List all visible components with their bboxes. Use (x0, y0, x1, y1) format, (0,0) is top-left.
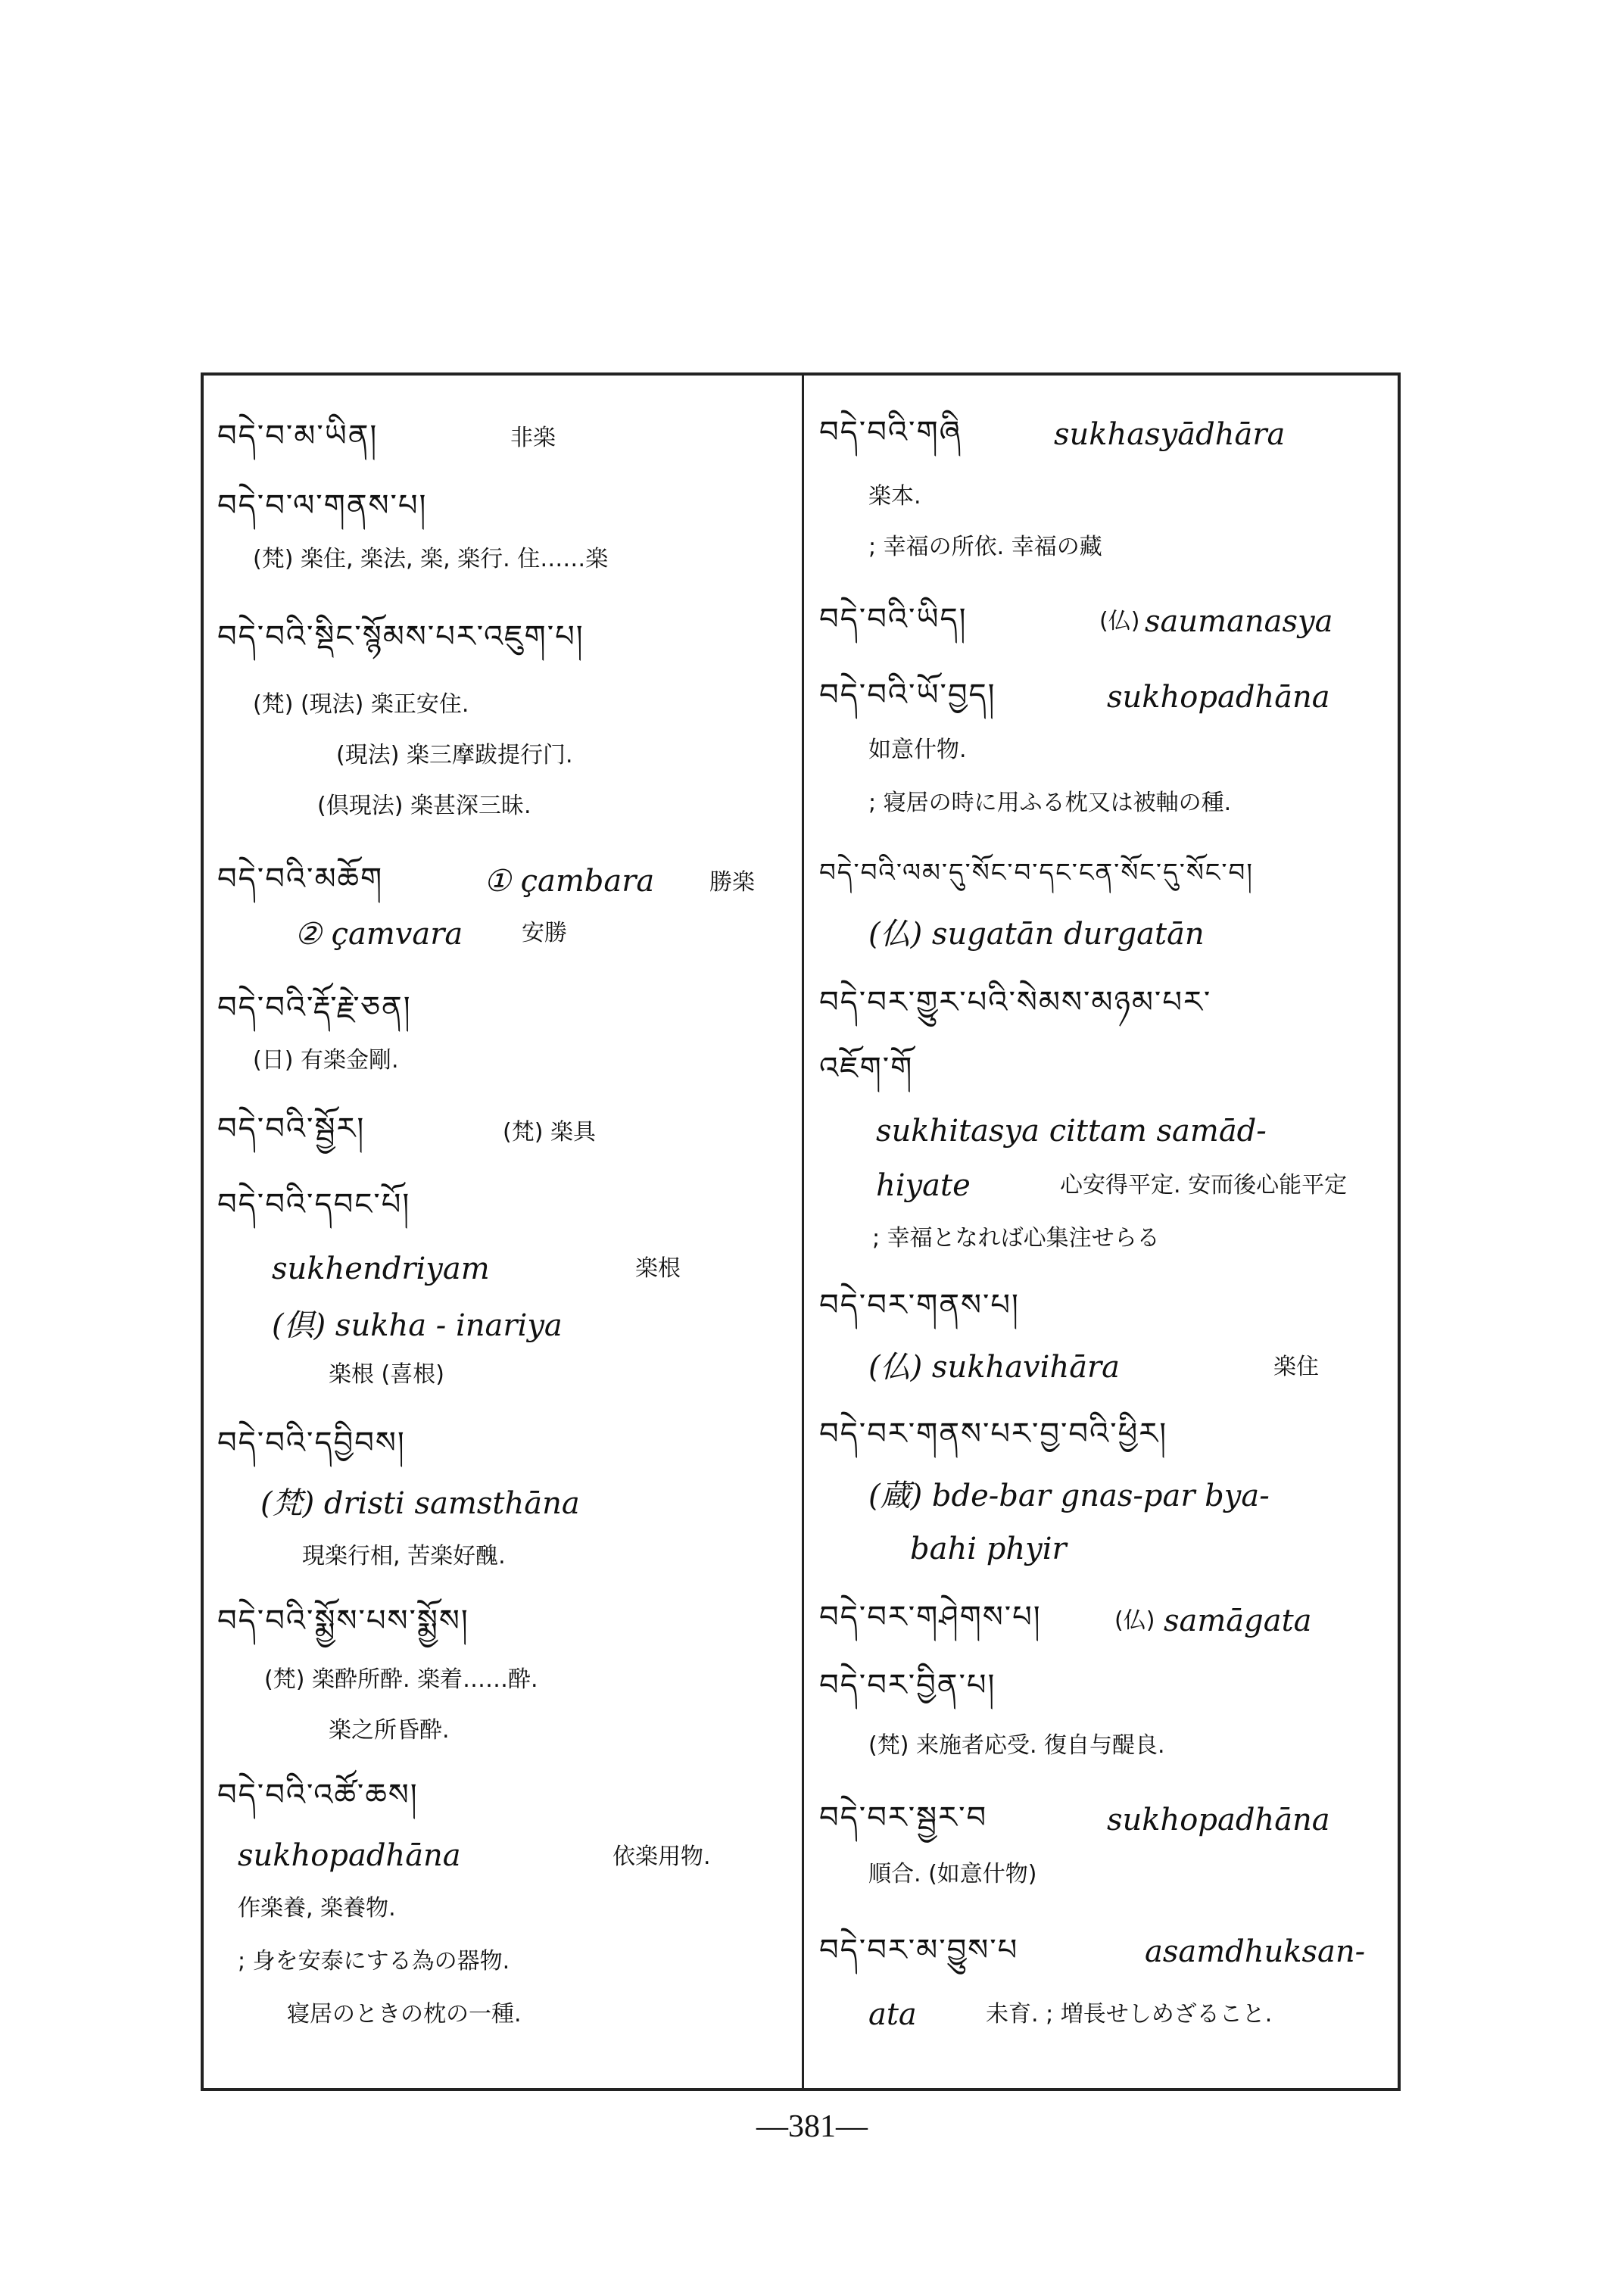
entry-gloss: ; 寝居の時に用ふる枕又は被軸の種. (868, 790, 1232, 816)
entry-gloss: (現法) 楽三摩跋提行门. (336, 742, 573, 768)
entry-headword: བདེ་བའི་ཡིད། (819, 602, 968, 637)
entry-romanization: hiyate (876, 1168, 971, 1203)
entry-gloss: 勝楽 (709, 869, 755, 896)
entry-headword: བདེ་བར་མ་བྱུས་པ (819, 1933, 1019, 1968)
entry-gloss: 如意什物. (868, 737, 967, 763)
entry-romanization: (蔵) bde-bar gnas-par bya- (868, 1479, 1270, 1513)
entry-headword: བདེ་བར་བྱིན་པ། (819, 1668, 996, 1703)
entry-gloss: (日) 有楽金剛. (253, 1047, 399, 1074)
entry-headword: བདེ་བར་གནས་པར་བྱ་བའི་ཕྱིར། (819, 1417, 1168, 1451)
entry-gloss: (梵) 楽酔所酔. 楽着……酔. (264, 1666, 538, 1693)
entry-gloss: 楽根 (635, 1255, 681, 1282)
entry-gloss: (梵) 来施者応受. 復自与醍良. (868, 1732, 1165, 1759)
entry-gloss: (梵) 楽具 (503, 1119, 596, 1145)
entry-headword: བདེ་བའི་ཡོ་བྱད། (819, 678, 996, 712)
entry-romanization: (仏) sugatān durgatān (868, 917, 1205, 952)
entry-gloss: 楽根 (喜根) (329, 1361, 444, 1388)
entry-romanization: sukhopadhāna (238, 1838, 461, 1873)
entry-gloss: 寝居のときの枕の一種. (287, 2001, 522, 2028)
entry-gloss: ; 幸福の所依. 幸福の藏 (868, 534, 1102, 560)
entry-gloss: 非楽 (510, 425, 556, 451)
entry-headword: བདེ་བ་ལ་གནས་པ། (217, 488, 428, 523)
entry-gloss: 楽本. (868, 483, 921, 510)
entry-headword: བདེ་བར་གཤེགས་པ། (819, 1600, 1042, 1635)
entry-headword: བདེ་བར་སྦྱར་བ (819, 1800, 988, 1835)
entry-headword: བདེ་བའི་སྦྱོར། (217, 1111, 366, 1146)
entry-romanization: (倶) sukha - inariya (272, 1308, 563, 1343)
entry-romanization: ① çambara (484, 864, 655, 899)
entry-headword: བདེ་བའི་དབྱིབས། (217, 1426, 406, 1460)
entry-headword: བདེ་བར་གནས་པ། (819, 1288, 1020, 1323)
entry-gloss: 楽之所昏酔. (329, 1717, 450, 1744)
entry-headword: བདེ་བར་གྱུར་པའི་སེམས་མཉམ་པར་ (819, 985, 1212, 1020)
entry-gloss: ; 身を安泰にする為の器物. (238, 1948, 510, 1975)
entry-gloss: (仏) (1114, 1607, 1155, 1634)
right-column (804, 376, 1398, 2088)
entry-headword: བདེ་བའི་འཚོ་ཆས། (217, 1778, 419, 1812)
entry-romanization: sukhopadhāna (1107, 1803, 1330, 1837)
entry-gloss: 順合. (如意什物) (868, 1861, 1037, 1887)
entry-gloss: 現楽行相, 苦楽好醜. (302, 1543, 506, 1569)
entry-gloss: 依楽用物. (613, 1844, 711, 1870)
entry-gloss: 未育. ; 増長せしめざること. (986, 2001, 1273, 2028)
entry-romanization: sukhasyādhāra (1054, 417, 1286, 452)
entry-headword: བདེ་བའི་གཞི (819, 415, 962, 450)
entry-romanization: asamdhuksan- (1145, 1934, 1366, 1969)
entry-romanization: (仏) sukhavihāra (868, 1350, 1121, 1385)
left-column (204, 376, 802, 2088)
entry-gloss: (仏) (1099, 608, 1140, 634)
entry-headword: བདེ་བའི་སྡིང་སྙོམས་པར་འཇུག་པ། (217, 619, 584, 654)
entry-romanization: ② çamvara (295, 917, 463, 952)
entry-romanization: bahi phyir (910, 1532, 1067, 1566)
entry-romanization: sukhopadhāna (1107, 680, 1330, 715)
entry-headword: བདེ་བའི་དབང་པོ། (217, 1187, 411, 1222)
entry-romanization: sukhitasya cittam samād- (876, 1114, 1267, 1149)
entry-romanization: samāgata (1164, 1604, 1312, 1638)
dictionary-frame (201, 372, 1401, 2091)
entry-headword: བདེ་བ་མ་ཡིན། (217, 419, 379, 454)
entry-gloss: 楽住 (1273, 1354, 1319, 1380)
entry-gloss: 作楽養, 楽養物. (238, 1895, 396, 1922)
entry-gloss: (梵) (現法) 楽正安住. (253, 691, 469, 718)
entry-gloss: (梵) 楽住, 楽法, 楽, 楽行. 住……楽 (253, 546, 609, 572)
entry-romanization: ata (868, 1997, 917, 2032)
entry-romanization: saumanasya (1145, 604, 1333, 639)
entry-gloss: ; 幸福となれば心集注せらる (872, 1225, 1160, 1251)
entry-gloss: 心安得平定. 安而後心能平定 (1060, 1172, 1348, 1198)
entry-headword: བདེ་བའི་སྨྱོས་པས་སྨྱོས། (217, 1604, 469, 1638)
entry-romanization: sukhendriyam (272, 1251, 490, 1286)
entry-romanization: (梵) dristi samsthāna (260, 1486, 580, 1521)
entry-headword: འཇོག་གོ (819, 1051, 914, 1086)
entry-gloss: (倶現法) 楽甚深三昧. (317, 793, 531, 819)
entry-gloss: 安勝 (522, 920, 567, 946)
entry-headword: བདེ་བའི་ལམ་དུ་སོང་བ་དང་ངན་སོང་དུ་སོང་བ། (819, 858, 1254, 888)
entry-headword: བདེ་བའི་རྡོ་རྗེ་ཅན། (217, 990, 412, 1025)
entry-headword: བདེ་བའི་མཆོག (217, 862, 384, 896)
page-number: —381— (756, 2109, 868, 2144)
